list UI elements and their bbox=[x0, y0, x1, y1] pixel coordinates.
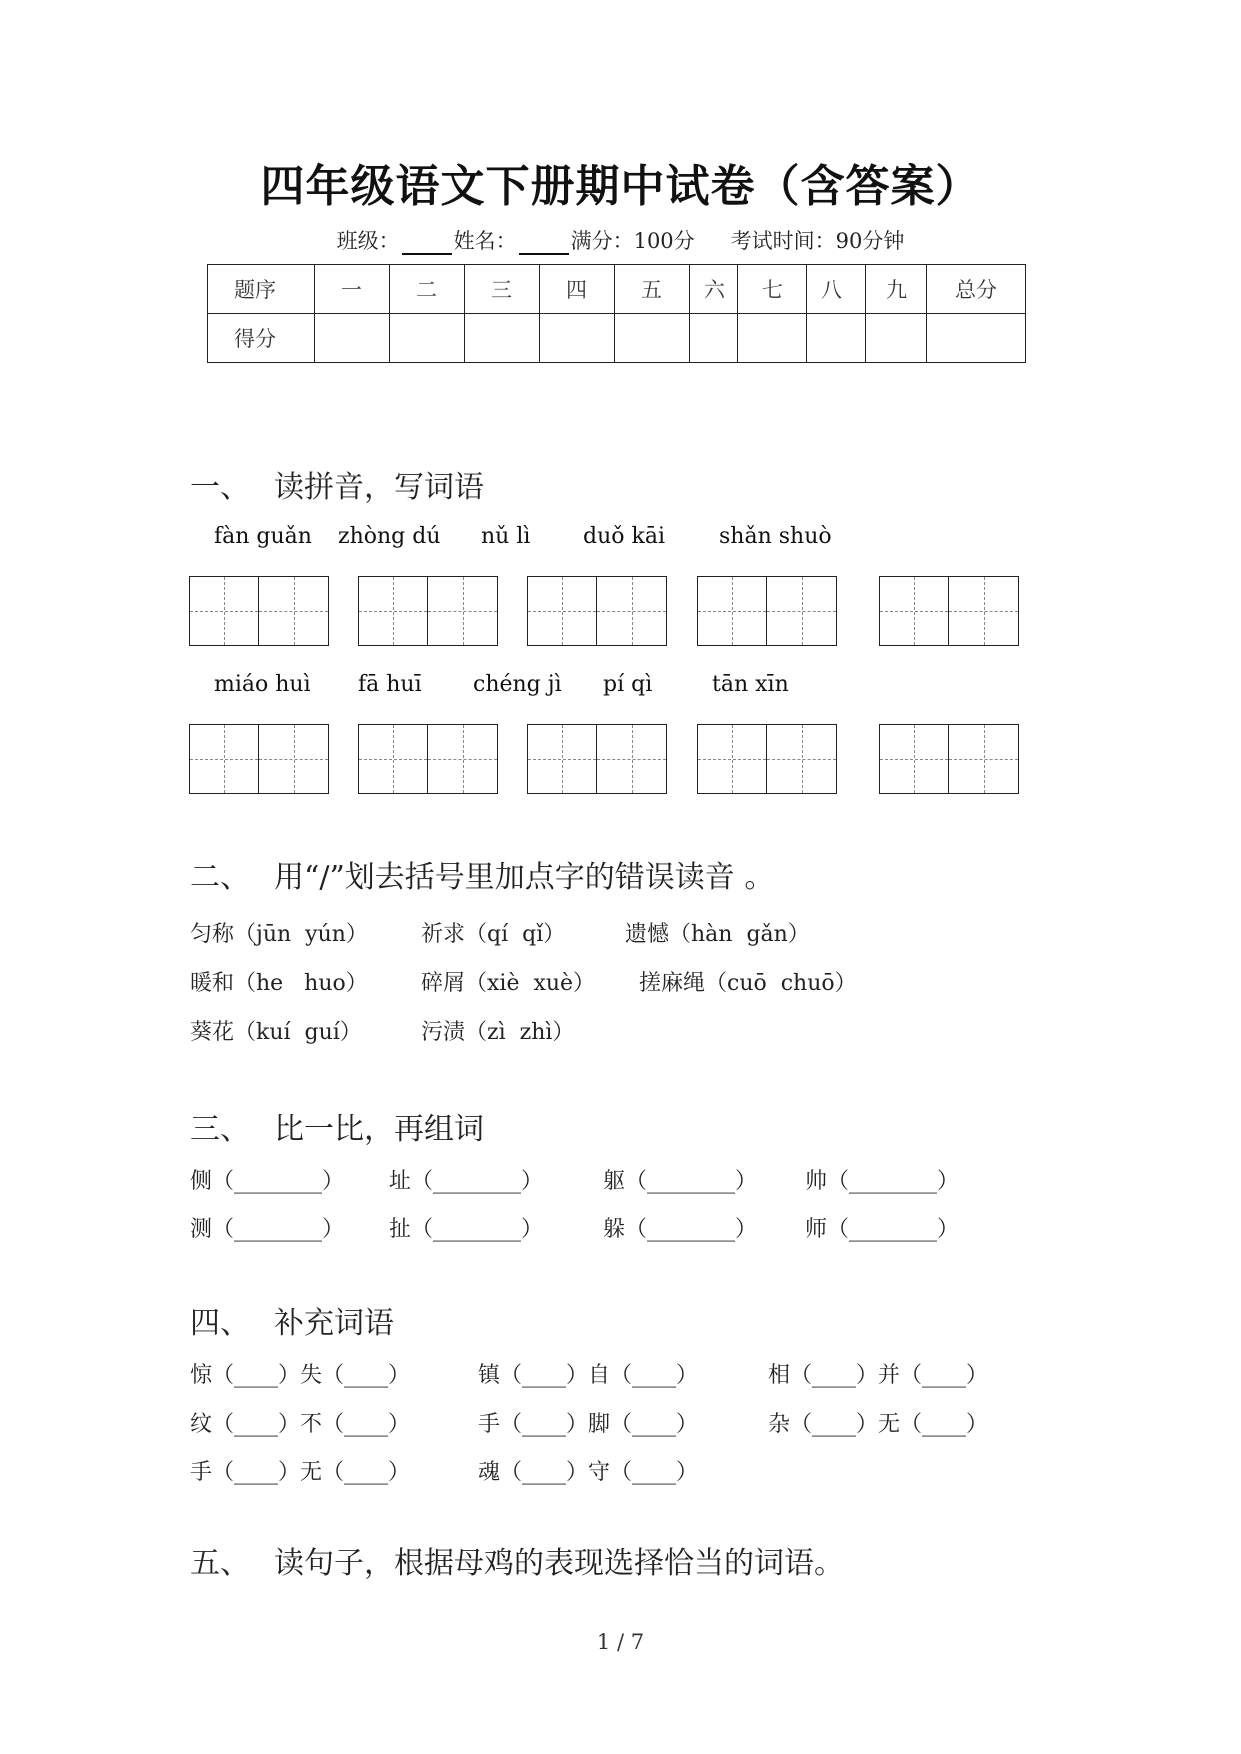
table-header-cell: 总分 bbox=[927, 265, 1026, 314]
table-header-cell: 题序 bbox=[208, 265, 315, 314]
score-cell[interactable] bbox=[615, 314, 690, 363]
section-title: 读拼音，写词语 bbox=[274, 470, 484, 505]
score-cell[interactable] bbox=[465, 314, 540, 363]
idiom-fill-item[interactable]: 镇（____）自（____） bbox=[478, 1363, 699, 1388]
table-header-cell: 五 bbox=[615, 265, 690, 314]
name-blank[interactable] bbox=[519, 235, 569, 255]
idiom-fill-item[interactable]: 纹（____）不（____） bbox=[190, 1412, 411, 1437]
section-3-heading bbox=[190, 1104, 484, 1148]
pronunciation-item: 暖和（he huo） bbox=[190, 971, 368, 996]
table-header-cell: 七 bbox=[738, 265, 807, 314]
word-compare-item[interactable]: 侧（________） bbox=[190, 1169, 345, 1194]
pinyin-label: miáo huì bbox=[214, 672, 311, 697]
pinyin-label: shǎn shuò bbox=[719, 524, 832, 549]
pronunciation-item: 匀称（jūn yún） bbox=[190, 922, 368, 947]
score-cell[interactable] bbox=[390, 314, 465, 363]
pinyin-label: pí qì bbox=[603, 672, 653, 697]
exam-info-line bbox=[0, 225, 1241, 255]
pinyin-label: chéng jì bbox=[473, 672, 562, 697]
section-1-heading bbox=[190, 462, 484, 506]
table-header-cell: 六 bbox=[690, 265, 738, 314]
score-cell[interactable] bbox=[807, 314, 866, 363]
name-label: 姓名： bbox=[453, 229, 517, 253]
word-compare-item[interactable]: 测（________） bbox=[190, 1217, 345, 1242]
writing-grid-box[interactable] bbox=[697, 576, 837, 646]
pinyin-label: nǔ lì bbox=[481, 524, 531, 549]
score-cell[interactable] bbox=[866, 314, 927, 363]
idiom-fill-item[interactable]: 手（____）无（____） bbox=[190, 1460, 411, 1485]
idiom-fill-item[interactable]: 魂（____）守（____） bbox=[478, 1460, 699, 1485]
section-title: 读句子，根据母鸡的表现选择恰当的词语。 bbox=[274, 1546, 844, 1581]
idiom-fill-item[interactable]: 杂（____）无（____） bbox=[768, 1412, 989, 1437]
score-cell[interactable] bbox=[927, 314, 1026, 363]
full-score: 满分：100分 bbox=[570, 229, 695, 253]
idiom-fill-item[interactable]: 惊（____）失（____） bbox=[190, 1363, 411, 1388]
word-compare-item[interactable]: 帅（________） bbox=[805, 1169, 960, 1194]
section-number: 五、 bbox=[190, 1546, 250, 1581]
score-cell[interactable] bbox=[690, 314, 738, 363]
pronunciation-item: 葵花（kuí guí） bbox=[190, 1020, 362, 1045]
word-compare-item[interactable]: 师（________） bbox=[805, 1217, 960, 1242]
writing-grid-box[interactable] bbox=[527, 724, 667, 794]
pinyin-label: fàn guǎn bbox=[214, 524, 312, 549]
score-table bbox=[207, 264, 1026, 363]
pronunciation-item: 碎屑（xiè xuè） bbox=[421, 971, 596, 996]
writing-grid-box[interactable] bbox=[189, 724, 329, 794]
section-4-heading bbox=[190, 1298, 394, 1342]
pronunciation-item: 搓麻绳（cuō chuō） bbox=[639, 971, 857, 996]
page-title: 四年级语文下册期中试卷（含答案） bbox=[260, 161, 981, 212]
table-header-cell: 一 bbox=[315, 265, 390, 314]
table-header-cell: 八 bbox=[807, 265, 866, 314]
pronunciation-item: 祈求（qí qǐ） bbox=[421, 922, 566, 947]
writing-grid-box[interactable] bbox=[358, 576, 498, 646]
section-number: 三、 bbox=[190, 1112, 250, 1147]
section-2-heading bbox=[190, 852, 774, 896]
writing-grid-box[interactable] bbox=[527, 576, 667, 646]
idiom-fill-item[interactable]: 相（____）并（____） bbox=[768, 1363, 989, 1388]
section-number: 四、 bbox=[190, 1306, 250, 1341]
score-cell[interactable] bbox=[315, 314, 390, 363]
pinyin-label: tān xīn bbox=[712, 672, 789, 697]
section-5-heading bbox=[190, 1538, 844, 1582]
writing-grid-box[interactable] bbox=[697, 724, 837, 794]
exam-time: 考试时间：90分钟 bbox=[730, 229, 905, 253]
writing-grid-box[interactable] bbox=[189, 576, 329, 646]
word-compare-item[interactable]: 址（________） bbox=[389, 1169, 544, 1194]
score-table-header-row bbox=[208, 265, 1026, 314]
table-header-cell: 二 bbox=[390, 265, 465, 314]
word-compare-item[interactable]: 躯（________） bbox=[603, 1169, 758, 1194]
writing-grid-box[interactable] bbox=[358, 724, 498, 794]
score-cell[interactable] bbox=[540, 314, 615, 363]
word-compare-item[interactable]: 扯（________） bbox=[389, 1217, 544, 1242]
section-number: 二、 bbox=[190, 860, 250, 895]
idiom-fill-item[interactable]: 手（____）脚（____） bbox=[478, 1412, 699, 1437]
table-header-cell: 三 bbox=[465, 265, 540, 314]
score-table-score-row bbox=[208, 314, 1026, 363]
section-title: 用“/”划去括号里加点字的错误读音 。 bbox=[274, 860, 775, 895]
pinyin-label: fā huī bbox=[358, 672, 422, 697]
class-blank[interactable] bbox=[402, 235, 452, 255]
section-number: 一、 bbox=[190, 470, 250, 505]
page-number: 1 / 7 bbox=[596, 1630, 645, 1654]
pinyin-label: duǒ kāi bbox=[583, 524, 665, 549]
pinyin-label: zhòng dú bbox=[338, 524, 441, 549]
section-title: 比一比，再组词 bbox=[274, 1112, 484, 1147]
table-header-cell: 四 bbox=[540, 265, 615, 314]
pronunciation-item: 污渍（zì zhì） bbox=[421, 1020, 575, 1045]
class-label: 班级： bbox=[336, 229, 400, 253]
word-compare-item[interactable]: 躲（________） bbox=[603, 1217, 758, 1242]
table-row-label: 得分 bbox=[208, 314, 315, 363]
writing-grid-box[interactable] bbox=[879, 576, 1019, 646]
table-header-cell: 九 bbox=[866, 265, 927, 314]
writing-grid-box[interactable] bbox=[879, 724, 1019, 794]
score-cell[interactable] bbox=[738, 314, 807, 363]
section-title: 补充词语 bbox=[274, 1306, 394, 1341]
pronunciation-item: 遗憾（hàn gǎn） bbox=[625, 922, 810, 947]
